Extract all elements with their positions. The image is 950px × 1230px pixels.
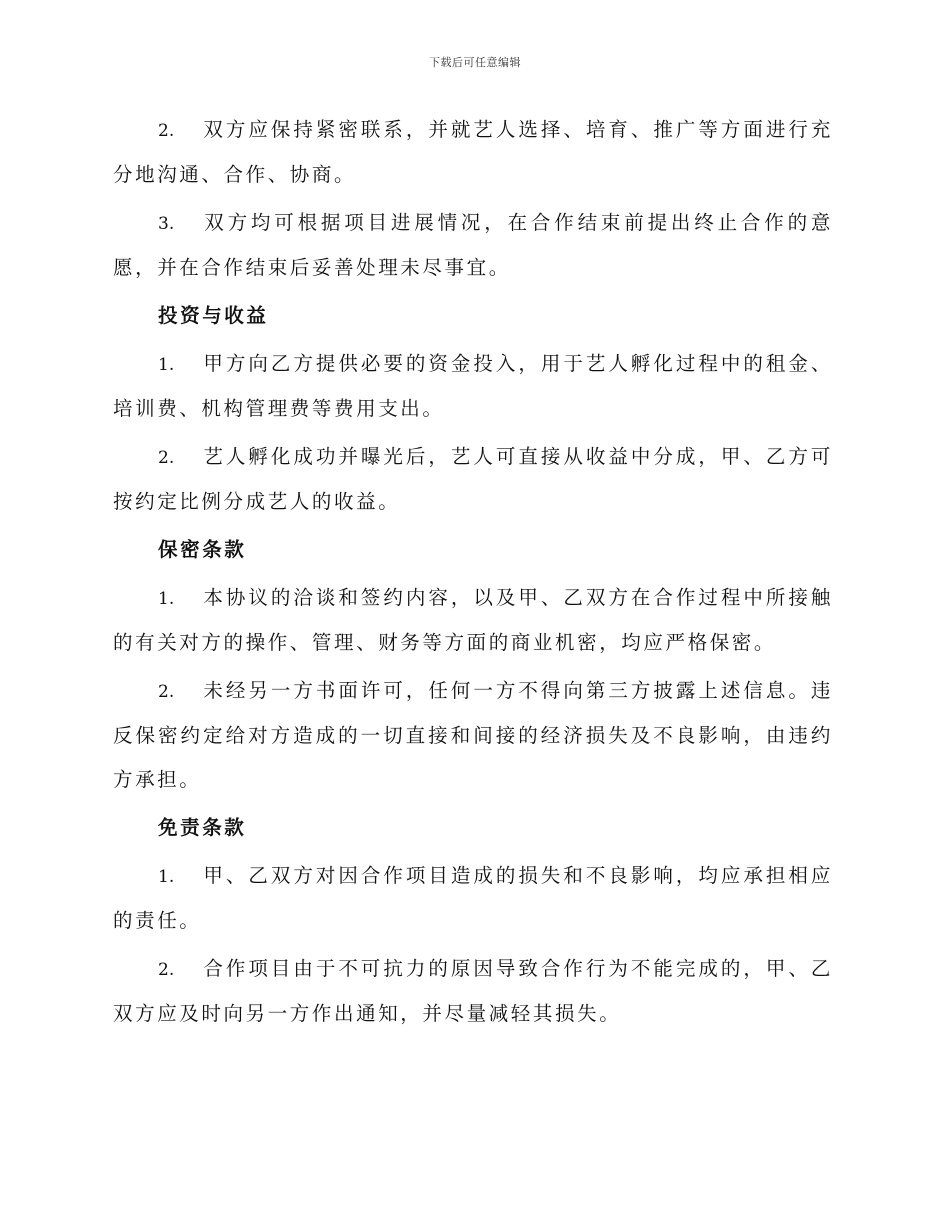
clause-number: 1. [158, 355, 175, 375]
clause-number: 2. [158, 960, 175, 980]
section-heading-investment: 投资与收益 [158, 304, 269, 327]
clause-item [113, 947, 833, 1036]
clause-item [113, 435, 833, 524]
clause-item [113, 669, 833, 802]
clause-number: 1. [158, 867, 175, 887]
page-header: 下载后可任意编辑 [429, 56, 521, 69]
clause-text: 双方应保持紧密联系，并就艺人选择、培育、推广等方面进行充分地沟通、合作、协商。 [113, 118, 833, 186]
clause-number: 2. [158, 121, 175, 141]
clause-text: 甲方向乙方提供必要的资金投入，用于艺人孵化过程中的租金、培训费、机构管理费等费用支出。 [113, 352, 833, 420]
clause-number: 1. [158, 589, 175, 609]
clause-number: 3. [158, 214, 175, 234]
clause-item [113, 342, 833, 431]
clause-number: 2. [158, 448, 175, 468]
clause-text: 艺人孵化成功并曝光后，艺人可直接从收益中分成，甲、乙方可按约定比例分成艺人的收益。 [113, 445, 833, 513]
clause-text: 未经另一方书面许可，任何一方不得向第三方披露上述信息。违反保密约定给对方造成的一切直接和间接的经济损失及不良影响，由违约方承担。 [113, 679, 833, 791]
clause-number: 2. [158, 682, 175, 702]
clause-item [113, 854, 833, 943]
section-heading-confidentiality: 保密条款 [158, 538, 247, 561]
clause-item [113, 108, 833, 197]
section-heading-disclaimer: 免责条款 [158, 816, 247, 839]
document-body [113, 108, 833, 1040]
clause-text: 合作项目由于不可抗力的原因导致合作行为不能完成的，甲、乙双方应及时向另一方作出通知，并尽量减轻其损失。 [113, 957, 833, 1025]
clause-item [113, 201, 833, 290]
clause-text: 甲、乙双方对因合作项目造成的损失和不良影响，均应承担相应的责任。 [113, 864, 833, 932]
clause-item [113, 576, 833, 665]
clause-text: 双方均可根据项目进展情况，在合作结束前提出终止合作的意愿，并在合作结束后妥善处理未尽事宜。 [113, 211, 833, 279]
clause-text: 本协议的洽谈和签约内容，以及甲、乙双方在合作过程中所接触的有关对方的操作、管理、财务等方面的商业机密，均应严格保密。 [113, 586, 833, 654]
